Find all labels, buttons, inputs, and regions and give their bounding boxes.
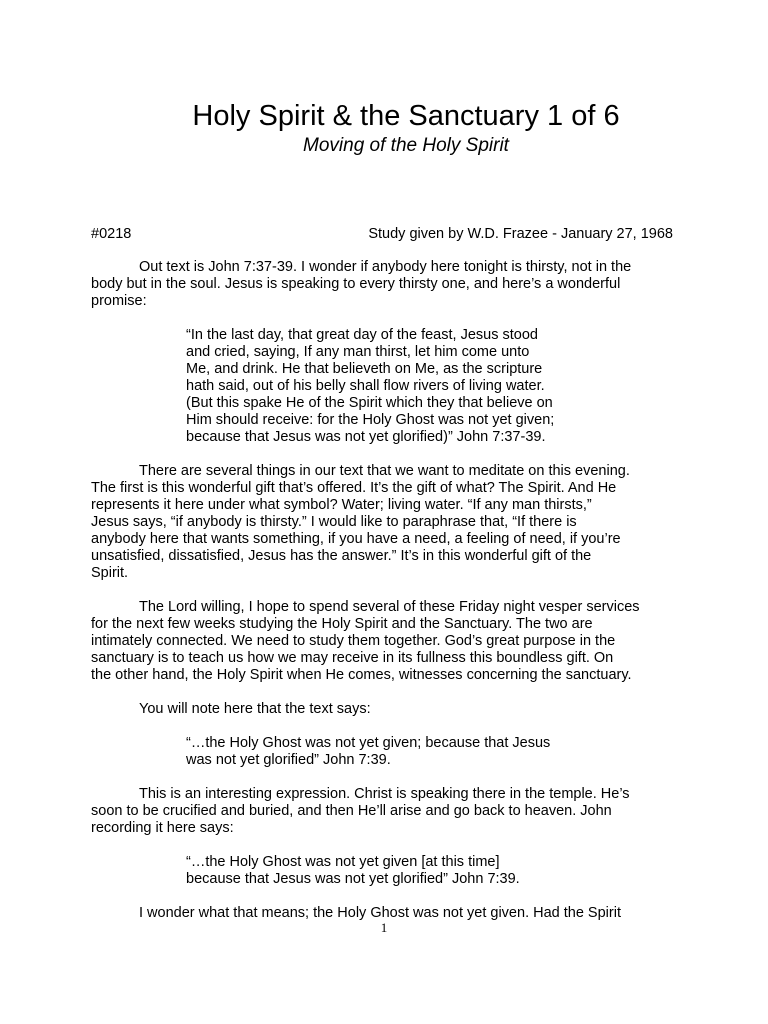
paragraph-line: promise: bbox=[91, 293, 147, 309]
paragraph-line: soon to be crucified and buried, and then He’ll arise and go back to heaven. John bbox=[91, 803, 612, 819]
page-number: 1 bbox=[380, 920, 388, 935]
paragraph-line: Spirit. bbox=[91, 565, 129, 581]
paragraph-line: You will note here that the text says: bbox=[139, 701, 371, 717]
quote-line: Him should receive: for the Holy Ghost was not yet given; bbox=[186, 412, 555, 428]
document-subtitle: Moving of the Holy Spirit bbox=[303, 135, 509, 156]
block-quote-1 bbox=[186, 327, 596, 446]
block-quote-3 bbox=[186, 854, 596, 888]
paragraph-line: The first is this wonderful gift that’s offered. It’s the gift of what? The Spirit. And He bbox=[91, 480, 617, 496]
document-title: Holy Spirit & the Sanctuary 1 of 6 bbox=[192, 100, 620, 132]
paragraph-line: represents it here under what symbol? Water; living water. “If any man thirsts,” bbox=[91, 497, 592, 513]
quote-line: “…the Holy Ghost was not yet given [at this time] bbox=[186, 854, 500, 870]
quote-line: Me, and drink. He that believeth on Me, as the scripture bbox=[186, 361, 543, 377]
paragraph-line: the other hand, the Holy Spirit when He comes, witnesses concerning the sanctuary. bbox=[91, 667, 632, 683]
paragraph-line: unsatisfied, dissatisfied, Jesus has the answer.” It’s in this wonderful gift of the bbox=[91, 548, 592, 564]
paragraph-line: The Lord willing, I hope to spend several of these Friday night vesper services bbox=[139, 599, 640, 615]
paragraph-line: sanctuary is to teach us how we may receive in its fullness this boundless gift. On bbox=[91, 650, 614, 666]
paragraph-line: recording it here says: bbox=[91, 820, 234, 836]
study-attribution: Study given by W.D. Frazee - January 27, 1968 bbox=[368, 226, 673, 242]
paragraph-line: Jesus says, “if anybody is thirsty.” I would like to paraphrase that, “If there is bbox=[91, 514, 577, 530]
paragraph-line: There are several things in our text that we want to meditate on this evening. bbox=[139, 463, 630, 479]
quote-line: and cried, saying, If any man thirst, let him come unto bbox=[186, 344, 530, 360]
quote-line: (But this spake He of the Spirit which they that believe on bbox=[186, 395, 553, 411]
study-number: #0218 bbox=[91, 226, 132, 242]
paragraph-5 bbox=[91, 786, 673, 837]
paragraph-line: This is an interesting expression. Christ is speaking there in the temple. He’s bbox=[139, 786, 630, 802]
block-quote-2 bbox=[186, 735, 596, 769]
paragraph-line: for the next few weeks studying the Holy Spirit and the Sanctuary. The two are bbox=[91, 616, 593, 632]
paragraph-line: anybody here that wants something, if you have a need, a feeling of need, if you’re bbox=[91, 531, 621, 547]
quote-line: hath said, out of his belly shall flow rivers of living water. bbox=[186, 378, 545, 394]
quote-line: because that Jesus was not yet glorified)” John 7:37-39. bbox=[186, 429, 546, 445]
document-body bbox=[91, 259, 673, 939]
paragraph-2 bbox=[91, 463, 673, 582]
quote-line: “…the Holy Ghost was not yet given; because that Jesus bbox=[186, 735, 551, 751]
paragraph-3 bbox=[91, 599, 673, 684]
quote-line: because that Jesus was not yet glorified” John 7:39. bbox=[186, 871, 520, 887]
quote-line: “In the last day, that great day of the feast, Jesus stood bbox=[186, 327, 538, 343]
paragraph-line: I wonder what that means; the Holy Ghost was not yet given. Had the Spirit bbox=[139, 905, 621, 921]
paragraph-line: intimately connected. We need to study them together. God’s great purpose in the bbox=[91, 633, 616, 649]
quote-line: was not yet glorified” John 7:39. bbox=[186, 752, 391, 768]
paragraph-4 bbox=[91, 701, 673, 718]
paragraph-line: body but in the soul. Jesus is speaking to every thirsty one, and here’s a wonderful bbox=[91, 276, 621, 292]
paragraph-1 bbox=[91, 259, 673, 310]
paragraph-line: Out text is John 7:37-39. I wonder if anybody here tonight is thirsty, not in the bbox=[139, 259, 632, 275]
